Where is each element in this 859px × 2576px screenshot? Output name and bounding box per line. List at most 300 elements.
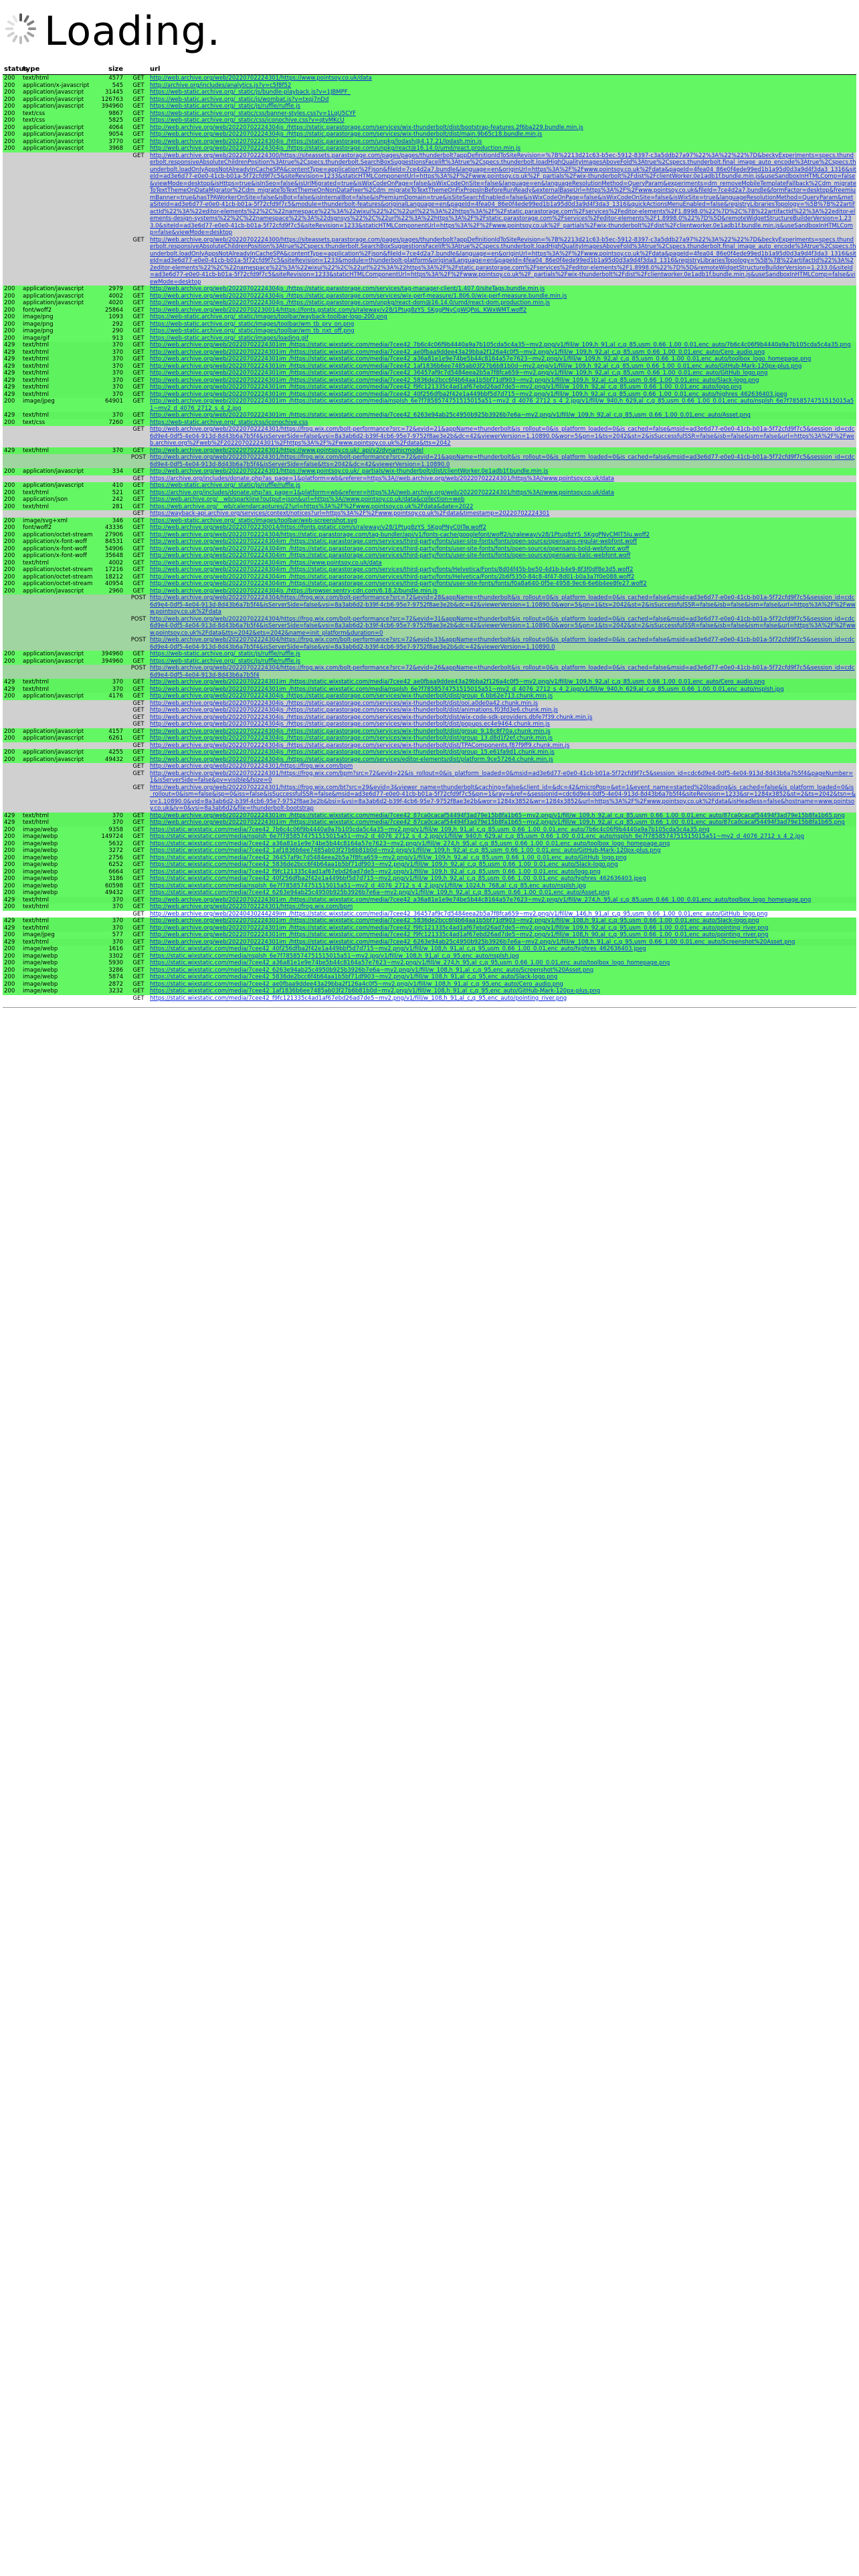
row-url-link[interactable]: http://web.archive.org/web/20220702224301im_/https://static.wixstatic.com/media/7cee42_6263e94ab25c4950b925b3926b7e6a~mv2.png/v1/fill/w_108,h_91,al_c,q_95,usm_0.66_1.00_0.01,enc_auto/Screenshot%20Asset.png xyxy=(150,938,795,946)
table-row xyxy=(3,714,856,722)
table-row xyxy=(3,651,856,658)
row-type: image/webp xyxy=(23,889,58,896)
row-method: GET xyxy=(132,896,145,903)
row-url-link[interactable]: https://web-static.archive.org/_static/images/toolbar/wm_tb_nxt_off.png xyxy=(150,328,355,334)
row-method: GET xyxy=(132,342,145,348)
table-row xyxy=(3,974,856,981)
row-url-link[interactable]: https://web-static.archive.org/_static/images/toolbar/wm_tb_prv_on.png xyxy=(150,320,355,328)
row-method: GET xyxy=(132,391,145,398)
row-type: text/css xyxy=(23,117,45,124)
table-row xyxy=(3,560,856,567)
table-row xyxy=(3,967,856,974)
row-size: 6252 xyxy=(108,861,123,868)
row-url-link[interactable]: https://static.wixstatic.com/media/7cee42_a36a81e1e9e74be5b44c8164a57e7623~mv2.png/v1/fill/w_274,h_95,al_c,q_95,usm_0.66_1.00_0.01,enc_auto/toolbox_logo_homepage.png xyxy=(150,960,670,966)
row-url-link[interactable]: http://web.archive.org/web/20220702224304js_/https://static.parastorage.com/services/wix-thunderbolt/dist/animations.f03fd3e6.chunk.min.js xyxy=(150,707,558,714)
row-size xyxy=(98,763,127,770)
row-method: GET xyxy=(132,587,145,595)
row-status xyxy=(3,763,23,770)
table-row xyxy=(3,889,856,897)
table-row xyxy=(3,349,856,356)
row-method: GET xyxy=(132,742,145,749)
row-method: GET xyxy=(132,651,145,657)
row-url-link[interactable]: https://web-static.archive.org/_static/js/bundle-playback.js?v=1JBMPF_ xyxy=(150,89,351,96)
row-status: 200 xyxy=(4,552,15,559)
table-row xyxy=(3,819,856,827)
row-status: 200 xyxy=(4,292,15,300)
row-status xyxy=(3,426,23,447)
row-url-link[interactable]: http://web.archive.org/web/20220702224304/https://frog.wix.com/bolt-performance?src=72&evid=28&appName=thunderbolt&is_rollout=0&is_platform_loaded=0&is_cached=false&msid=ad3e6d77-e0e0-41cb-b01a-5f72cfd9f7c5&session_id=cdc6d9e4-0df5-4e04-913d-8d43b6a7b5f4&isServerSide=false&vsi=8a3ab6d2-b39f-4cb6-95e7-9752f8ae3e2b&dc=42&viewerVersion=1.10890.0&wor=5&pn=1&ts=2042&st=2&isSuccessfulSSR=false&isb=false&ism=false&url=https%3A%2F%2Fwww.pointsoy.co.uk%2Fdata xyxy=(150,595,856,615)
row-size xyxy=(98,152,127,237)
table-row xyxy=(3,756,856,764)
row-url-link[interactable]: http://web.archive.org/web/20220702224301im_/https://static.wixstatic.com/media/7cee42_5836de2bcc6f4b64aa1b5bf71df903~mv2.png/v1/fill/w_108,h_91,al_c,q_95,usm_0.66_1.00_0.01,enc_auto/Slack-logo.png xyxy=(150,918,759,924)
row-type: application/javascript xyxy=(23,145,84,152)
row-size: 370 xyxy=(112,896,123,903)
row-url-link[interactable]: https://web.archive.org/__wb/calendarcaptures/2?url=https%3A%2F%2Fwww.pointsoy.co.uk%2Fdata&date=2022 xyxy=(150,503,474,510)
row-size: 290 xyxy=(112,328,123,334)
row-status: 200 xyxy=(4,334,15,342)
row-size: 3186 xyxy=(108,875,123,882)
table-row xyxy=(3,117,856,124)
row-url-link[interactable]: https://web-static.archive.org/_static/css/banner-styles.css?v=1LqU5CYF xyxy=(150,110,357,117)
row-url-link[interactable]: http://archive.org/includes/analytics.js?v=c5f8f52 xyxy=(150,82,292,89)
row-size: 4002 xyxy=(108,559,123,566)
row-method: GET xyxy=(132,749,145,756)
table-row xyxy=(3,293,856,300)
row-type: text/html xyxy=(23,391,50,398)
row-method: GET xyxy=(132,924,145,932)
row-status xyxy=(3,510,23,518)
row-size: 3232 xyxy=(108,988,123,994)
column-header-size: size xyxy=(108,66,123,73)
row-type: text/html xyxy=(23,362,50,370)
row-url-link[interactable]: https://static.wixstatic.com/media/7cee42_40f256dfba2f42e1a449bbf5d7d715~mv2.png/v1/fill/w_109,h_92,al_c,q_85,usm_0.66_1.00_0.01,enc_auto/highres_462636403.jpeg xyxy=(150,875,646,882)
row-type: text/html xyxy=(23,938,50,946)
row-url-link[interactable]: https://static.wixstatic.com/media/7cee42_6263e94ab25c4950b925b3926b7e6a~mv2.png/v1/fill/w_109,h_92,al_c,q_85,usm_0.66_1.00_0.01,enc_auto/Asset.png xyxy=(150,889,609,896)
table-row xyxy=(3,637,856,651)
row-url-link[interactable]: http://web.archive.org/web/20220702224304js_/https://static.parastorage.com/services/wix-thunderbolt/dist/group_9.18c8f70a.chunk.min.js xyxy=(150,728,551,735)
row-method: GET xyxy=(132,89,145,96)
row-url-link[interactable]: http://web.archive.org/web/20220702224301im_/https://static.wixstatic.com/media/7cee42_40f256dfba2f42e1a449bbf5d7d715~mv2.png/v1/fill/w_109,h_92,al_c,q_85,usm_0.66_1.00_0.01,enc_auto/highres_462636403.jpeg xyxy=(150,391,787,398)
row-url-link[interactable]: https://archive.org/includes/donate.php?as_page=1&platform=wb&referer=https%3A//web.archive.org/web/20220702224301/https%3A//www.pointsoy.co.uk/data xyxy=(150,489,614,496)
row-size xyxy=(98,714,127,722)
table-row xyxy=(3,953,856,960)
row-status: 200 xyxy=(4,651,15,657)
row-method: GET xyxy=(132,952,145,960)
row-size xyxy=(98,616,127,637)
row-status: 200 xyxy=(4,320,15,328)
row-url-link[interactable]: https://web-static.archive.org/_static/js/ruffle/ruffle.js xyxy=(150,482,300,489)
row-size: 4255 xyxy=(108,749,123,756)
row-size: 370 xyxy=(112,391,123,398)
row-status: 200 xyxy=(4,657,15,665)
row-url-link[interactable]: http://web.archive.org/web/20220702224304js_/https://static.parastorage.com/unpkg/react-dom@16.14.0/umd/react-dom.production.min.js xyxy=(150,300,550,306)
row-url-link[interactable]: http://web.archive.org/web/20220702224304js_/https://static.parastorage.com/unpkg/react@16.14.0/umd/react.production.min.js xyxy=(150,145,521,152)
row-type: application/javascript xyxy=(23,286,84,292)
row-size: 370 xyxy=(112,819,123,826)
row-type: application/javascript xyxy=(23,482,84,489)
row-method: GET xyxy=(132,566,145,573)
row-url-link[interactable]: https://web-static.archive.org/_static/css/iconochive.css?v=qtvMKcU xyxy=(150,117,345,124)
row-type: font/woff2 xyxy=(23,524,52,531)
row-status: 200 xyxy=(4,286,15,292)
row-url-link[interactable]: https://static.wixstatic.com/media/7cee42_36457af9c7d5484eea2b5a7f8fca659~mv2.png/v1/fill/w_109,h_92,al_c,q_85,usm_0.66_1.00_0.01,enc_auto/GitHub_logo.png xyxy=(150,854,627,861)
row-url-link[interactable]: http://web.archive.org/web/20220702224301im_/https://static.wixstatic.com/media/7cee42_a36a81e1e9e74be5b44c8164a57e7623~mv2.png/v1/fill/w_274,h_95,al_c,q_85,usm_0.66_1.00_0.01,enc_auto/toolbox_logo_homepage.png xyxy=(150,896,812,903)
table-row xyxy=(3,103,856,110)
row-method: GET xyxy=(132,735,145,742)
row-size: 2756 xyxy=(108,854,123,861)
row-status: 200 xyxy=(4,468,15,475)
row-url-link[interactable]: https://static.wixstatic.com/media/7cee42_a36a81e1e9e74be5b44c8164a57e7623~mv2.png/v1/fill/w_274,h_95,al_c,q_85,usm_0.66_1.00_0.01,enc_auto/toolbox_logo_homepage.png xyxy=(150,840,670,847)
row-url-link[interactable]: http://web.archive.org/web/20220702224301/https://www.pointsoy.co.uk/data xyxy=(150,75,372,82)
table-row xyxy=(3,110,856,118)
table-row xyxy=(3,742,856,750)
row-url-link[interactable]: https://web-static.archive.org/_static/images/toolbar/web-screenshot.svg xyxy=(150,517,357,524)
row-url-link[interactable]: http://web.archive.org/web/20220702224301im_/https://static.wixstatic.com/media/7cee42_f9fc121335c4ad1af67ebd26ad7de5~mv2.png/v1/fill/w_108,h_90,al_c,q_95,usm_0.66_1.00_0.01,enc_auto/pointing_river.png xyxy=(150,932,769,938)
row-url-link[interactable]: http://web.archive.org/web/20220702224304js_/https://static.parastorage.com/services/wix-thunderbolt/dist/popups.ec4e9464.chunk.min.js xyxy=(150,721,550,728)
row-url-link[interactable]: https://static.wixstatic.com/media/nsplsh_6e7f7858574751515015a51~mv2_d_4076_2712_s_4_2.jpg/v1/fill/w_1024,h_768,al_c,q_85,enc_auto/nsplsh.jpg xyxy=(150,882,586,889)
row-status: 200 xyxy=(4,932,15,938)
row-url-link[interactable]: http://web.archive.org/web/20220702224301im_/https://static.wixstatic.com/media/7cee42_1af1836b6ee7485ab03f27b6b81b0d~mv2.png/v1/fill/w_109,h_92,al_c,q_85,usm_0.66_1.00_0.01,enc_auto/GitHub-Mark-120px-plus.png xyxy=(150,362,802,370)
row-url-link[interactable]: http://web.archive.org/web/20220702224304js_/https://static.parastorage.com/services/wix-thunderbolt/dist/group_13.d8d1f2ef.chunk.min.js xyxy=(150,735,553,742)
row-status: 200 xyxy=(4,566,15,573)
row-url-link[interactable]: http://web.archive.org/web/20220702224304js_/https://browser.sentry-cdn.com/6.18.2/bundle.min.js xyxy=(150,587,438,595)
row-size: 370 xyxy=(112,685,123,693)
row-url-link[interactable]: http://web.archive.org/web/20220702224301/https://frog.wix.com/bpm xyxy=(150,763,353,770)
row-url-link[interactable]: https://static.wixstatic.com/media/7cee42_5836de2bcc6f4b64aa1b5bf71df903~mv2.png/v1/fill/w_108,h_91,al_c,q_95,enc_auto/Slack-logo.png xyxy=(150,974,558,980)
table-row xyxy=(3,946,856,953)
row-status xyxy=(3,995,23,1002)
row-type: application/javascript xyxy=(23,89,84,96)
row-method: GET xyxy=(132,918,145,924)
row-type: application/javascript xyxy=(23,300,84,306)
row-type xyxy=(23,475,98,483)
row-size xyxy=(98,707,127,714)
row-url-link[interactable]: https://static.wixstatic.com/media/7cee42_7b6c4c06f9b4440a9a7b105cda5c4a35~mv2.png/v1/fill/w_109,h_91,al_c,q_85,usm_0.66_1.00_0.01,enc_auto/7b6c4c06f9b4440a9a7b105cda5c4a35.png xyxy=(150,826,710,833)
row-type: text/html xyxy=(23,447,50,454)
table-row xyxy=(3,124,856,132)
row-type xyxy=(23,700,98,708)
row-url-link[interactable]: https://static.wixstatic.com/media/7cee42_1af1836b6ee7485ab03f27b6b81b0d~mv2.png/v1/fill/w_108,h_91,al_c,q_95,enc_auto/GitHub-Mark-120px-plus.png xyxy=(150,988,601,994)
row-method: GET xyxy=(132,334,145,342)
table-row xyxy=(3,869,856,876)
row-status: 200 xyxy=(4,314,15,320)
row-size xyxy=(98,742,127,750)
row-status: 200 xyxy=(4,103,15,110)
row-url-link[interactable]: http://web.archive.org/web/20220702224301im_/https://static.wixstatic.com/media/7cee42_7b6c4c06f9b4440a9a7b105cda5c4a35~mv2.png/v1/fill/w_109,h_91,al_c,q_85,usm_0.66_1.00_0.01,enc_auto/7b6c4c06f9b4440a9a7b105cda5c4a35.png xyxy=(150,342,851,348)
row-url-link[interactable]: https://web.archive.org/__wb/sparkline?output=json&url=https%3A//www.pointsoy.co.uk/data&collection=web xyxy=(150,496,465,503)
row-size: 43336 xyxy=(104,524,123,531)
row-url-link[interactable]: http://web.archive.org/web/20220702224300/https://siteassets.parastorage.com/pages/pages/thunderbolt?appDefinitionIdToSiteRevision=%7B%2213d21c63-b5ec-5912-8397-c3a5ddb27a97%22%3A%22%22%7D&beckyExperiments=specs.thunderbolt.responsiveAbsoluteChildrenPosition%3Atrue%2Cspecs.thunderbolt.SearchBoxSuggestionsFacelift%3Atrue%2Cspecs.thunderbolt.loadHighQualityImagesAboveFold%3Atrue%2Cspecs.thunderbolt.final_image_auto_encode%3Atrue%2Cspecs.thunderbolt.loadOnlyAppsNotAlreadyInCacheSPA&contentType=application%2Fjson&fileId=7ce4d2a7.bundle&language=en&originUrl=https%3A%2F%2Fwww.pointsoy.co.uk%2Fdata&pageId=4fea04_86e0f4ede99ed1b1a95d0d3a9d4f3da3_1316&siteId=ad3e6d77-e0e0-41cb-b01a-5f72cfd9f7c5&siteRevision=1233&module=thunderbolt-platform&originalLanguage=en&pageId=4fea04_86e0f4ede99ed1b1a95d0d3a9d4f3da3_1316&registryLibrariesTopology=%5B%7B%22artifactId%22%3A%22editor-elements%22%2C%22namespace%22%3A%22wixui%22%2C%22url%22%3A%22https%3A%2F%2Fstatic.parastorage.com%2Fservices%2Feditor-elements%2F1.8998.0%22%7D%5D&remoteWidgetStructureBuilderVersion=1.233.0&siteId=ad3e6d77-e0e0-41cb-b01a-5f72cfd9f7c5&siteRevision=1233&staticHTMLComponentUrl=https%3A%2F%2Fwww.pointsoy.co.uk%2F_partials%2Fwix-thunderbolt%2Fdist%2Fclientworker.0e1adb1f.bundle.min.js&useSandboxInHTMLComp=false&viewMode=desktop xyxy=(150,236,856,286)
row-type: image/gif xyxy=(23,334,50,342)
row-url-link[interactable]: http://web.archive.org/web/20220702224301im_/https://static.wixstatic.com/media/7cee42_ae0fbaa9ddee43a29bba2f126a4c0f5~mv2.png/v1/fill/w_109,h_92,al_c,q_85,usm_0.66_1.00_0.01,enc_auto/Cero_audio.png xyxy=(150,348,765,356)
row-url-link[interactable]: http://web.archive.org/web/20220702224301/https://frog.wix.com/bolt-performance?src=72&evid=21&appName=thunderbolt&is_rollout=0&is_platform_loaded=0&is_cached=false&msid=ad3e6d77-e0e0-41cb-b01a-5f72cfd9f7c5&session_id=cdc6d9e4-0df5-4e04-913d-8d43b6a7b5f4&isServerSide=false&tts=2042&dc=42&viewerVersion=1.10890.0 xyxy=(150,454,855,468)
row-type: image/webp xyxy=(23,974,58,980)
row-size: 49432 xyxy=(104,889,123,896)
row-type: application/javascript xyxy=(23,749,84,756)
row-size: 370 xyxy=(112,918,123,924)
row-url-link[interactable]: http://web.archive.org/web/20220702224301im_/https://static.wixstatic.com/media/7cee42_36457af9c7d5484eea2b5a7f8fca659~mv2.png/v1/fill/w_109,h_92,al_c,q_85,usm_0.66_1.00_0.01,enc_auto/GitHub_logo.png xyxy=(150,370,768,377)
row-status: 200 xyxy=(4,882,15,889)
page-header xyxy=(0,0,859,64)
row-type: image/webp xyxy=(23,988,58,994)
row-type: application/javascript xyxy=(23,103,84,110)
row-url-link[interactable]: http://web.archive.org/web/20220702224301im_/https://static.wixstatic.com/media/nsplsh_6e7f7858574751515015a51~mv2_d_4076_2712_s_4_2.jpg/v1/fill/w_940,h_629,al_c,q_85,usm_0.66_1.00_0.01,enc_auto/nsplsh.jpg xyxy=(150,685,784,693)
row-url-link[interactable]: http://web.archive.org/web/20220702224301im_/https://static.wixstatic.com/media/7cee42_a36a81e1e9e74be5b44c8164a57e7623~mv2.png/v1/fill/w_109,h_92,al_c,q_85,usm_0.66_1.00_0.01,enc_auto/toolbox_logo_homepage.png xyxy=(150,356,812,362)
table-row xyxy=(3,918,856,925)
row-size: 4176 xyxy=(108,693,123,700)
row-method: GET xyxy=(132,994,145,1002)
row-url-link[interactable]: http://web.archive.org/web/20240430244249im_/https://static.wixstatic.com/media/7cee42_36457af9c7d5484eea2b5a7f8fca659~mv2.png/v1/fill/w_146,h_91,al_c,q_95,usm_0.66_1.00_0.01,enc_auto/GitHub_logo.png xyxy=(150,910,768,918)
row-method: POST xyxy=(130,454,147,461)
row-size: 2960 xyxy=(108,587,123,595)
row-url-link[interactable]: https://web-static.archive.org/_static/images/toolbar/wayback-toolbar-logo-200.png xyxy=(150,314,387,320)
row-method: POST xyxy=(130,595,147,601)
table-row xyxy=(3,145,856,152)
row-url-link[interactable]: http://web.archive.org/web/20220702224304js_/https://static.parastorage.com/services/wix-perf-measure/1.806.0/wix-perf-measure.bundle.min.js xyxy=(150,292,567,300)
row-url-link[interactable]: http://web.archive.org/web/20220702224301im_/https://static.wixstatic.com/media/7cee42_f9fc121335c4ad1af67ebd26ad7de5~mv2.png/v1/fill/w_109,h_92,al_c,q_95,usm_0.66_1.00_0.01,enc_auto/pointing_river.png xyxy=(150,924,769,932)
row-url-link[interactable]: http://web.archive.org/web/20220702224301/https://www.pointsoy.co.uk/_partials/wix-thunderbolt/dist/clientWorker.0e1adb1f.bundle.min.js xyxy=(150,468,549,475)
row-type xyxy=(23,770,98,784)
row-size xyxy=(98,665,127,679)
row-size: 2979 xyxy=(108,286,123,292)
row-url-link[interactable]: http://web.archive.org/web/20220702224304im_/https://static.parastorage.com/services/third-party/fonts/user-site-fonts/fonts/f0a8a640-0f5e-4958-9ec6-6e6b4ee8fe27.woff2 xyxy=(150,580,647,587)
row-status: 200 xyxy=(4,75,15,82)
row-url-link[interactable]: https://static.wixstatic.com/media/nsplsh_6e7f7858574751515015a51~mv2.jpg/v1/fill/w_108,h_91,al_c,q_95,enc_auto/nsplsh.jpg xyxy=(150,952,519,960)
row-url-link[interactable]: https://static.wixstatic.com/media/7cee42_1af1836b6ee7485ab03f27b6b81b0d~mv2.png/v1/fill/w_109,h_92,al_c,q_85,usm_0.66_1.00_0.01,enc_auto/GitHub-Mark-120px-plus.png xyxy=(150,847,661,854)
row-url-link[interactable]: https://static.wixstatic.com/media/7cee42_6263e94ab25c4950b925b3926b7e6a~mv2.png/v1/fill/w_108,h_91,al_c,q_95,enc_auto/Screenshot%20Asset.png xyxy=(150,966,594,974)
row-url-link[interactable]: http://web.archive.org/web/20220702224304/https://static.parastorage.com/tag-bundler/api/v1/fonts-cache/googlefont/woff2/s/raleway/v28/1Ptug8zYS_SKggPNyCMIT5lu.woff2 xyxy=(150,531,650,538)
row-status: 200 xyxy=(4,946,15,952)
row-type: application/javascript xyxy=(23,728,84,735)
row-url-link[interactable]: http://web.archive.org/web/20220702224304js_/https://static.parastorage.com/services/wix-thunderbolt/dist/wix-code-sdk-providers.dbfe7f39.chunk.min.js xyxy=(150,714,593,721)
table-row xyxy=(3,939,856,946)
table-row xyxy=(3,770,856,784)
row-type: application/octet-stream xyxy=(23,566,93,573)
row-type: application/javascript xyxy=(23,292,84,300)
table-row xyxy=(3,925,856,932)
row-url-link[interactable]: http://web.archive.org/web/20220702224304im_/https://static.parastorage.com/services/third-party/fonts/user-site-fonts/fonts/open-source/opensans-bold-webfont.woff xyxy=(150,545,630,552)
row-type: image/webp xyxy=(23,960,58,966)
row-url-link[interactable]: http://web.archive.org/web/20220702224304js_/https://static.parastorage.com/unpkg/lodash@4.17.21/lodash.min.js xyxy=(150,138,482,145)
row-url-link[interactable]: http://web.archive.org/web/20220702224301/https://frog.wix.com/bpm?src=72&evid=22&is_rollout=0&is_platform_loaded=0&msid=ad3e6d77-e0e0-41cb-b01a-5f72cfd9f7c5&session_id=cdc6d9e4-0df5-4e04-913d-8d43b6a7b5f4&pageNumber=1&isServerSide=false&pv=visible&fsize=0 xyxy=(150,770,854,784)
table-row xyxy=(3,988,856,995)
row-url-link[interactable]: https://static.wixstatic.com/media/7cee42_40f256dfba2f42e1a449bbf5d7d715~mv2.png/v1/fill/w_108,h_91,al_c,q_95,usm_0.66_1.00_0.01,enc_auto/highres_462636403.jpeg xyxy=(150,946,646,952)
row-size: 5930 xyxy=(108,960,123,966)
row-url-link[interactable]: http://web.archive.org/web/20220702224301im_/https://static.wixstatic.com/media/7cee42_87ca0cacaf54494f3ad79e15b8fa1b65~mv2.png/v1/fill/w_109,h_92,al_c,q_85,usm_0.66_1.00_0.01,enc_auto/87ca0cacaf54494f3ad79e15b8fa1b65.png xyxy=(150,819,845,826)
row-size: 577 xyxy=(112,932,123,938)
row-size: 346 xyxy=(112,517,123,524)
row-url-link[interactable]: http://web.archive.org/web/20220702224301im_/https://static.wixstatic.com/media/7cee42_6263e94ab25c4950b925b3926b7e6a~mv2.png/v1/fill/w_109,h_92,al_c,q_85,usm_0.66_1.00_0.01,enc_auto/Asset.png xyxy=(150,412,751,419)
row-status: 429 xyxy=(4,819,15,826)
row-url-link[interactable]: https://web-static.archive.org/_static/images/loading.gif xyxy=(150,334,308,342)
row-method: GET xyxy=(132,503,145,510)
table-row xyxy=(3,679,856,686)
row-size: 7260 xyxy=(108,419,123,426)
row-status xyxy=(3,707,23,714)
table-row xyxy=(3,468,856,475)
row-method: GET xyxy=(132,679,145,685)
row-type: text/css xyxy=(23,110,45,117)
row-size: 370 xyxy=(112,938,123,946)
row-url-link[interactable]: http://web.archive.org/web/20220702224301/https://frog.wix.com/bolt-performance?src=72&evid=21&appName=thunderbolt&is_rollout=0&is_platform_loaded=0&is_cached=false&msid=ad3e6d77-e0e0-41cb-b01a-5f72cfd9f7c5&session_id=cdc6d9e4-0df5-4e04-913d-8d43b6a7b5f4&isServerSide=false&vsi=8a3ab6d2-b39f-4cb6-95e7-9752f8ae3e2b&dc=42&viewerVersion=1.10890.0&wor=5&pn=1&ts=2042&st=2&isSuccessfulSSR=false&isb=false&ism=false&url=https%3A%2F%2Fweb.archive.org%2Fweb%2F20220702224301%2Fhttps%3A%2F%2Fwww.pointsoy.co.uk%2Fdata&tts=2042 xyxy=(150,426,855,447)
row-status: 200 xyxy=(4,988,15,994)
request-log-table xyxy=(3,65,856,1008)
row-url-link[interactable]: http://web.archive.org/web/20220702224304js_/https://static.parastorage.com/services/wix-thunderbolt/dist/main.9b65c18.bundle.min.js xyxy=(150,131,543,138)
table-row xyxy=(3,419,856,427)
row-type: image/webp xyxy=(23,946,58,952)
row-url-link[interactable]: http://web.archive.org/web/20220702224301im_/https://static.wixstatic.com/media/7cee42_ae0fbaa9ddee43a29bba2f126a4c0f5~mv2.png/v1/fill/w_109,h_92,al_c,q_85,usm_0.66_1.00_0.01,enc_auto/Cero_audio.png xyxy=(150,679,765,685)
row-url-link[interactable]: http://web.archive.org/web/20220702224304js_/https://static.parastorage.com/services/editor-elements/dist/platform.9ce57264.chunk.min.js xyxy=(150,756,553,763)
row-status: 200 xyxy=(4,580,15,587)
row-size: 17216 xyxy=(104,566,123,573)
row-status: 429 xyxy=(4,447,15,454)
row-url-link[interactable]: https://archive.org/includes/donate.php?as_page=1&platform=wb&referer=https%3A//web.archive.org/web/20220702224301/https%3A//www.pointsoy.co.uk/data xyxy=(150,475,614,482)
row-type xyxy=(23,707,98,714)
row-type xyxy=(23,995,98,1002)
table-row xyxy=(3,510,856,518)
table-row xyxy=(3,855,856,862)
row-url-link[interactable]: http://web.archive.org/web/20220702224304js_/https://static.parastorage.com/services/wix-thunderbolt/dist/group_6.bb62e713.chunk.min.js xyxy=(150,693,553,700)
row-status xyxy=(3,700,23,708)
table-row xyxy=(3,89,856,96)
row-url-link[interactable]: http://web.archive.org/web/20220702224304/https://frog.wix.com/bolt-performance?src=72&evid=33&appName=thunderbolt&is_rollout=0&is_platform_loaded=0&is_cached=false&msid=ad3e6d77-e0e0-41cb-b01a-5f72cfd9f7c5&session_id=cdc6d9e4-0df5-4e04-913d-8d43b6a7b5f4&isServerSide=false&vsi=8a3ab6d2-b39f-4cb6-95e7-9752f8ae3e2b&dc=42&viewerVersion=1.10890.0 xyxy=(150,637,855,651)
row-url-link[interactable]: https://web-static.archive.org/_static/js/ruffle/ruffle.js xyxy=(150,103,300,110)
row-type: application/octet-stream xyxy=(23,573,93,580)
row-url-link[interactable]: http://web.archive.org/web/20220702224304/https://frog.wix.com/bolt-performance?src=72&evid=26&appName=thunderbolt&is_rollout=0&is_platform_loaded=0&is_cached=false&msid=ad3e6d77-e0e0-41cb-b01a-5f72cfd9f7c5&session_id=cdc6d9e4-0df5-4e04-913d-8d43b6a7b5f4 xyxy=(150,665,855,679)
row-url-link[interactable]: http://web.archive.org/web/20220702230014/https://fonts.gstatic.com/s/raleway/v28/1Ptug8zYS_SKggPNyCgWQPoL_KWxWMT.woff2 xyxy=(150,306,527,314)
row-url-link[interactable]: http://web.archive.org/web/20220702224304im_/https://static.parastorage.com/services/third-party/fonts/Helvetica/Fonts/8d04f45b-be50-4d1b-b4e9-8f3f0df8e3d5.woff2 xyxy=(150,566,634,573)
row-size: 5825 xyxy=(108,117,123,124)
row-status: 200 xyxy=(4,587,15,595)
row-type: application/javascript xyxy=(23,468,84,475)
row-method: GET xyxy=(132,538,145,545)
table-row xyxy=(3,398,856,412)
table-row xyxy=(3,552,856,560)
row-url-link[interactable]: http://web.archive.org/web/20220702224301/https://www.pointsoy.co.uk/_api/v2/dynamicmodel xyxy=(150,447,423,454)
table-row xyxy=(3,412,856,419)
row-url-link[interactable]: http://web.archive.org/web/20220702224301im_/https://static.wixstatic.com/media/7cee42_f9fc121335c4ad1af67ebd26ad7de5~mv2.png/v1/fill/w_109,h_92,al_c,q_85,usm_0.66_1.00_0.01,enc_auto/logo.png xyxy=(150,384,742,391)
page-title: Loading. xyxy=(44,8,221,55)
row-url-link[interactable]: http://web.archive.org/web/20220702224301im_/https://static.wixstatic.com/media/nsplsh_6e7f7858574751515015a51~mv2_d_4076_2712_s_4_2.jpg/v1/fill/w_940,h_629,al_c,q_85,usm_0.66_1.00_0.01,enc_auto/nsplsh_6e7f7858574751515015a51~mv2_d_4076_2712_s_4_2.jpg xyxy=(150,398,854,412)
row-url-link[interactable]: http://web.archive.org/web/20220702224304js_/https://static.parastorage.com/services/wix-thunderbolt/dist/group_15.e61fa9d1.chunk.min.js xyxy=(150,749,555,756)
row-size: 25864 xyxy=(104,306,123,314)
row-url-link[interactable]: https://web-static.archive.org/_static/js/wombat.js?v=txqj7nDd xyxy=(150,96,329,103)
row-url-link[interactable]: http://web.archive.org/web/20220702230014/https://fonts.gstatic.com/s/raleway/v28/1Ptug8zYS_SKggPNyC0ITw.woff2 xyxy=(150,524,486,531)
row-url-link[interactable]: https://wayback-api.archive.org/services/context/notices?url=https%3A%2F%2Fwww.pointsoy.co.uk%2Fdata&timestamp=20220702224301 xyxy=(150,510,550,517)
row-size: 1093 xyxy=(108,314,123,320)
row-url-link[interactable]: http://web.archive.org/web/20220702224300/https://siteassets.parastorage.com/pages/pages/thunderbolt?appDefinitionIdToSiteRevision=%7B%2213d21c63-b5ec-5912-8397-c3a5ddb27a97%22%3A%22%22%7D&beckyExperiments=specs.thunderbolt.responsiveAbsoluteChildrenPosition%3Atrue%2Cspecs.thunderbolt.SearchBoxSuggestionsFacelift%3Atrue%2Cspecs.thunderbolt.loadHighQualityImagesAboveFold%3Atrue%2Cspecs.thunderbolt.final_image_auto_encode%3Atrue%2Cspecs.thunderbolt.loadOnlyAppsNotAlreadyInCacheSPA&contentType=application%2Fjson&fileId=7ce4d2a7.bundle&language=en&originUrl=https%3A%2F%2Fwww.pointsoy.co.uk%2Fdata&pageId=4fea04_86e0f4ede99ed1b1a95d0d3a9d4f3da3_1316&siteId=ad3e6d77-e0e0-41cb-b01a-5f72cfd9f7c5&siteRevision=1233&staticHTMLComponentUrl=https%3A%2F%2Fwww.pointsoy.co.uk%2F_partials%2Fwix-thunderbolt%2Fdist%2FclientWorker.0e1adb1f.bundle.min.js&useSandboxInHTMLComp=false&viewMode=desktop&isHttps=true&isInSeo=false&isUrlMigrated=true&isWixCodeOnPage=false&isWixCodeOnSite=false&language=en&languageResolutionMethod=QueryParam&experiments=dm_removeMobileTemplateFallback%2Cdm_migrateToTextThemeOnDataMigrator%2Cdm_migrateToTextThemeOnNonDataFixer%2Cdm_migrateToTextThemeOnFixPropsInBeforeRunReady&externalBaseUrl=https%3A%2F%2Fwww.pointsoy.co.uk&fileId=7ce4d2a7.bundle&formFactor=desktop&freemiumBanner=true&hasTPAWorkerOnSite=false&isBot=false&isInternalBot=false&isPremiumDomain=true&isSiteSearchEnabled=false&isWixCodeOnPage=false&isWixCodeOnSite=false&isWixSite=true&languageResolutionMethod=QueryParam&metaSiteId=ad3e6d77-e0e0-41cb-b01a-5f72cfd9f7c5&module=thunderbolt-features&originalLanguage=en&pageId=4fea04_86e0f4ede99ed1b1a95d0d3a9d4f3da3_1316&quickActionsMenuEnabled=false&registryLibrariesTopology=%5B%7B%22artifactId%22%3A%22editor-elements%22%2C%22namespace%22%3A%22wixui%22%2C%22url%22%3A%22https%3A%2F%2Fstatic.parastorage.com%2Fservices%2Feditor-elements%2F1.8998.0%22%7D%2C%7B%22artifactId%22%3A%22editor-elements-design-systems%22%2C%22namespace%22%3A%22dsgnsys%22%2C%22url%22%3A%22https%3A%2F%2Fstatic.parastorage.com%2Fservices%2Feditor-elements%2F1.8998.0%22%7D%5D&remoteWidgetStructureBuilderVersion=1.233.0&siteId=ad3e6d77-e0e0-41cb-b01a-5f72cfd9f7c5&siteRevision=1233&staticHTMLComponentUrl=https%3A%2F%2Fwww.pointsoy.co.uk%2F_partials%2Fwix-thunderbolt%2Fdist%2Fclientworker.0e1adb1f.bundle.min.js&useSandboxInHTMLComp=false&viewMode=desktop xyxy=(150,152,856,236)
row-size: 3286 xyxy=(108,966,123,974)
row-method: GET xyxy=(132,348,145,356)
row-method: GET xyxy=(132,328,145,334)
row-type: image/png xyxy=(23,314,54,320)
row-type xyxy=(23,784,98,813)
row-status: 200 xyxy=(4,300,15,306)
row-url-link[interactable]: http://web.archive.org/web/20220702224304js_/https://static.parastorage.com/services/wix-thunderbolt/dist/TPAComponents.f87f9ff9.chunk.min.js xyxy=(150,742,570,749)
table-row xyxy=(3,482,856,490)
row-method: GET xyxy=(132,685,145,693)
row-type: image/webp xyxy=(23,854,58,861)
row-method: GET xyxy=(132,882,145,889)
table-row xyxy=(3,307,856,314)
row-url-link[interactable]: http://web.archive.org/web/20220702224304im_/https://static.parastorage.com/services/third-party/fonts/user-site-fonts/fonts/open-source/opensans-italic-webfont.woff xyxy=(150,552,631,559)
table-row xyxy=(3,665,856,679)
table-row xyxy=(3,384,856,391)
row-status: 429 xyxy=(4,812,15,819)
row-url-link[interactable]: https://static.wixstatic.com/media/nsplsh_6e7f7858574751515015a51~mv2_d_4076_2712_s_4_2.jpg/v1/fill/w_940,h_629,al_c,q_85,usm_0.66_1.00_0.01,enc_auto/nsplsh_6e7f7858574751515015a51~mv2_d_4076_2712_s_4_2.jpg xyxy=(150,833,804,840)
row-type xyxy=(23,763,98,770)
row-size: 3968 xyxy=(108,145,123,152)
row-type: application/x-javascript xyxy=(23,82,90,89)
row-status: 429 xyxy=(4,356,15,362)
table-row xyxy=(3,454,856,468)
row-url-link[interactable]: http://web.archive.org/web/20220702224304im_/https://static.parastorage.com/services/third-party/fonts/user-site-fonts/fonts/open-source/opensans-regular-webfont.woff xyxy=(150,538,638,545)
row-url-link[interactable]: http://web.archive.org/web/20220702224301im_/https://static.wixstatic.com/media/7cee42_87ca0cacaf54494f3ad79e15b8fa1b65~mv2.png/v1/fill/w_109,h_92,al_c,q_85,usm_0.66_1.00_0.01,enc_auto/87ca0cacaf54494f3ad79e15b8fa1b65.png xyxy=(150,812,845,819)
row-size xyxy=(98,237,127,286)
row-method: GET xyxy=(132,700,145,707)
row-status: 200 xyxy=(4,131,15,138)
table-row xyxy=(3,321,856,328)
table-row xyxy=(3,903,856,911)
row-method: GET xyxy=(132,988,145,994)
row-method: GET xyxy=(132,124,145,131)
row-url-link[interactable]: https://static.wixstatic.com/media/7cee42_5836de2bcc6f4b64aa1b5bf71df903~mv2.png/v1/fill/w_109,h_92,al_c,q_85,usm_0.66_1.00_0.01,enc_auto/Slack-logo.png xyxy=(150,861,618,868)
row-url-link[interactable]: https://static.wixstatic.com/media/7cee42_f9fc121335c4ad1af67ebd26ad7de5~mv2.png/v1/fill/w_109,h_92,al_c,q_85,usm_0.66_1.00_0.01,enc_auto/logo.png xyxy=(150,868,601,875)
row-url-link[interactable]: https://web-static.archive.org/_static/css/iconochive.css xyxy=(150,419,308,426)
row-url-link[interactable]: https://static.wixstatic.com/media/7cee42_ae0fbaa9ddee43a29bba2f126a4c0f5~mv2.png/v1/fill/w_108,h_91,al_c,q_95,enc_auto/Cero_audio.png xyxy=(150,980,563,988)
row-status: 200 xyxy=(4,306,15,314)
row-url-link[interactable]: https://web-static.archive.org/_static/js/ruffle/ruffle.js xyxy=(150,651,300,657)
row-url-link[interactable]: http://web.archive.org/web/20220702224304im_/https://static.parastorage.com/services/third-party/fonts/Helvetica/Fonts/2b6f5350-84c8-4f47-8d01-b0a3a7f0e088.woff2 xyxy=(150,573,635,580)
table-row xyxy=(3,721,856,728)
row-url-link[interactable]: http://web.archive.org/web/20220702224304js_/https://static.parastorage.com/services/wix-thunderbolt/dist/ooi.a0de0a42.chunk.min.js xyxy=(150,700,539,707)
row-url-link[interactable]: http://web.archive.org/web/20220702224304js_/https://static.parastorage.com/services/wix-thunderbolt/dist/bootstrap-features.2f6ba229.bundle.min.js xyxy=(150,124,583,131)
row-url-link[interactable]: http://web.archive.org/web/20220702224301im_/https://static.wixstatic.com/media/7cee42_5836de2bcc6f4b64aa1b5bf71df903~mv2.png/v1/fill/w_109,h_92,al_c,q_85,usm_0.66_1.00_0.01,enc_auto/Slack-logo.png xyxy=(150,377,759,384)
row-size: 1616 xyxy=(108,946,123,952)
row-method: GET xyxy=(132,510,145,517)
table-row xyxy=(3,152,856,237)
row-url-link[interactable]: http://web.archive.org/web/20220702224301/https://frog.wix.com/bpm xyxy=(150,903,353,910)
row-status xyxy=(3,454,23,468)
row-size: 4002 xyxy=(108,292,123,300)
row-type: image/webp xyxy=(23,952,58,960)
row-size: 9358 xyxy=(108,826,123,833)
row-status: 200 xyxy=(4,960,15,966)
row-status xyxy=(3,721,23,728)
table-row xyxy=(3,813,856,820)
row-status: 200 xyxy=(4,974,15,980)
row-size: 3302 xyxy=(108,952,123,960)
row-type: application/javascript xyxy=(23,138,84,145)
row-type xyxy=(23,714,98,722)
table-row xyxy=(3,981,856,988)
row-type: text/html xyxy=(23,685,50,693)
row-type: application/x-font-woff xyxy=(23,552,87,559)
row-url-link[interactable]: http://web.archive.org/web/20220702224301/https://frog.wix.com/bt?src=29&evid=3&viewer_name=thunderbolt&caching=false&client_id=&dc=42&microPop=&et=1&event_name=started%20loading&is_cached=false&is_platform_loaded=0&is_rollout=0&ism=false&isp=0&iss=false&isSuccessfulSSR=false&msid=ad3e6d77-e0e0-41cb-b01a-5f72cfd9f7c5&pn=1&ray=&ref=&sessionId=cdc6d9e4-0df5-4e04-913d-8d43b6a7b5f4&siteRevision=1233&sr=1284x3852&st=2&ts=2042&tsn=&v=1.10890.0&vid=8a3ab6d2-b39f-4cb6-95e7-9752f8ae3e2b&bsi=&vsi=8a3ab6d2-b39f-4cb6-95e7-9752f8ae3e2b&wor=1284x3852&wr=1284x3852&url=https%3A%2F%2Fwww.pointsoy.co.uk%2Fdata&isHeadless=false&hostname=www.pointsoy.co.uk&lv=0&vsi=8a3ab6d2&file=thunderbolt-bootstrap xyxy=(150,784,856,812)
row-url-link[interactable]: http://web.archive.org/web/20220702224304im_/https://www.pointsoy.co.uk/data xyxy=(150,559,382,566)
row-url-link[interactable]: https://web-static.archive.org/_static/js/ruffle/ruffle.js xyxy=(150,657,300,665)
row-url-link[interactable]: http://web.archive.org/web/20220702224304js_/https://static.parastorage.com/services/tag-manager-client/1.407.0/siteTags.bundle.min.js xyxy=(150,286,545,292)
row-url-link[interactable]: https://static.wixstatic.com/media/7cee42_f9fc121335c4ad1af67ebd26ad7de5~mv2.png/v1/fill/w_108,h_91,al_c,q_95,enc_auto/pointing_river.png xyxy=(150,994,567,1002)
table-row xyxy=(3,616,856,637)
table-row xyxy=(3,707,856,714)
row-type xyxy=(23,595,98,616)
row-type xyxy=(23,742,98,750)
row-method: GET xyxy=(132,861,145,868)
row-size: 126763 xyxy=(101,96,123,103)
row-type: text/html xyxy=(23,356,50,362)
row-url-link[interactable]: http://web.archive.org/web/20220702224304/https://frog.wix.com/bolt-performance?src=72&evid=31&appName=thunderbolt&is_rollout=0&is_platform_loaded=0&is_cached=false&msid=ad3e6d77-e0e0-41cb-b01a-5f72cfd9f7c5&session_id=cdc6d9e4-0df5-4e04-913d-8d43b6a7b5f4&isServerSide=false&vsi=8a3ab6d2-b39f-4cb6-95e7-9752f8ae3e2b&dc=42&viewerVersion=1.10890.0&wor=5&pn=1&ts=2042&st=2&isSuccessfulSSR=false&isb=false&ism=false&url=https%3A%2F%2Fwww.pointsoy.co.uk%2Fdata&tts=2042&ets=2042&name=init_platform&duration=0 xyxy=(150,615,856,637)
